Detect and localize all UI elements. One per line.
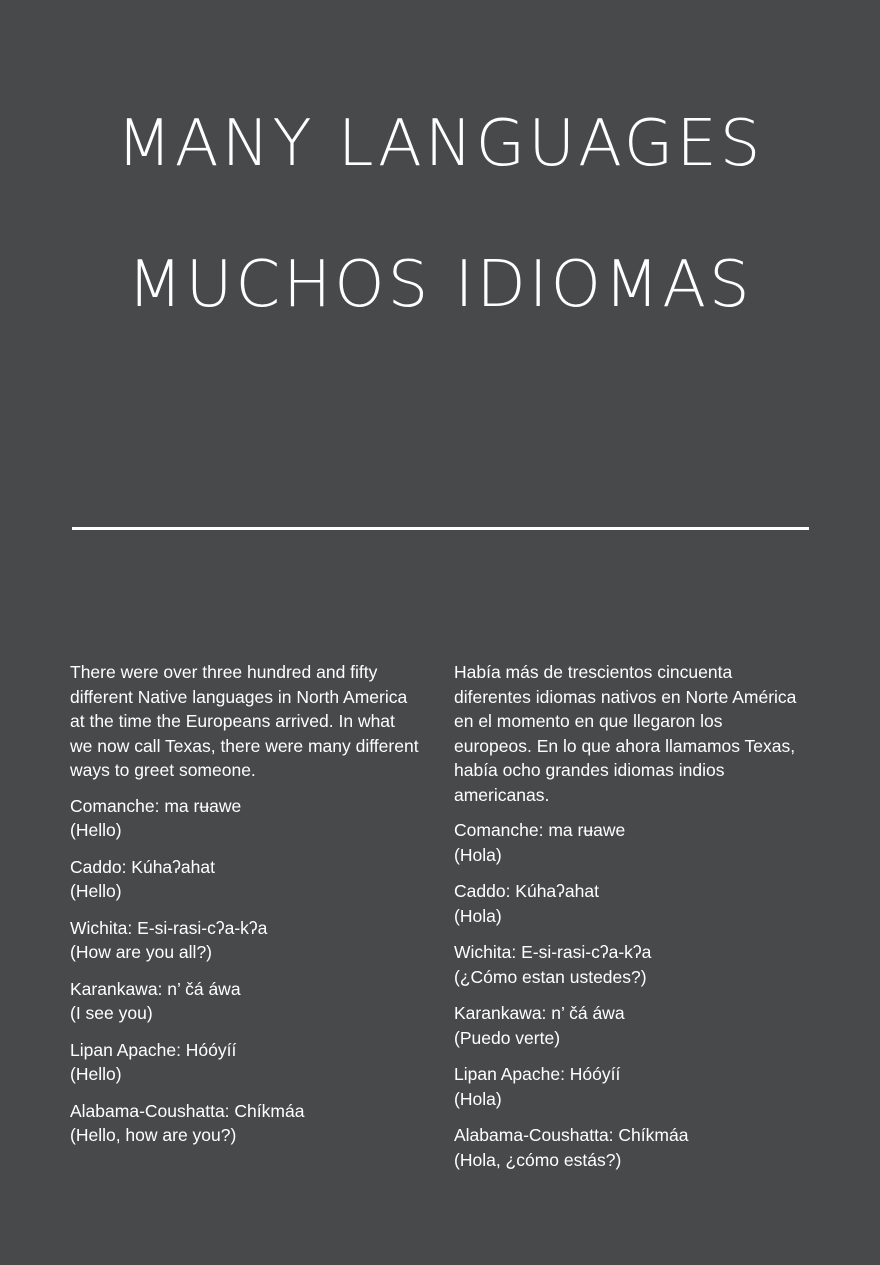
greeting-label: Lipan Apache: Hóóyíí	[454, 1064, 621, 1084]
greeting-meaning: (Hola)	[454, 844, 502, 865]
english-column	[70, 660, 420, 1160]
greeting-label: Wichita: E-si-rasi-cʔa-kʔa	[454, 942, 652, 962]
greeting-label: Caddo: Kúhaʔahat	[70, 856, 215, 877]
greeting-alabama-coushatta-es	[454, 1123, 804, 1172]
greeting-alabama-coushatta-en	[70, 1099, 420, 1148]
greeting-caddo-en	[70, 855, 420, 904]
greeting-label: Wichita: E-si-rasi-cʔa-kʔa	[70, 917, 268, 938]
greeting-lipan-apache-es	[454, 1062, 804, 1111]
greeting-label: Caddo: Kúhaʔahat	[454, 881, 599, 901]
greeting-meaning: (Hola)	[454, 905, 502, 926]
greeting-wichita-en	[70, 916, 420, 965]
greeting-label: Comanche: ma rʉawe	[454, 820, 626, 840]
greeting-meaning: (¿Cómo estan ustedes?)	[454, 966, 647, 987]
greeting-meaning: (Hello)	[70, 881, 122, 901]
greeting-label: Alabama-Coushatta: Chíkmáa	[70, 1100, 305, 1121]
greeting-meaning: (How are you all?)	[70, 942, 212, 962]
greeting-lipan-apache-en	[70, 1038, 420, 1087]
greeting-comanche-es	[454, 818, 804, 867]
greeting-label: Karankawa: n’ čá áwa	[454, 1003, 625, 1023]
greeting-comanche-en	[70, 794, 420, 843]
greeting-label: Karankawa: n’ čá áwa	[70, 978, 241, 999]
greeting-meaning: (Hola, ¿cómo estás?)	[454, 1149, 622, 1170]
divider-line	[72, 527, 809, 530]
greeting-meaning: (Hello, how are you?)	[70, 1125, 237, 1145]
greeting-meaning: (Hello)	[70, 1064, 122, 1084]
spanish-column	[454, 660, 804, 1184]
greeting-karankawa-es	[454, 1001, 804, 1050]
greeting-meaning: (Hello)	[70, 820, 122, 840]
spanish-intro: Había más de trescientos cincuenta diferentes idiomas nativos en Norte América en el momento en que llegaron los europeos. En lo que ahora llamamos Texas, había ocho grandes idiomas indios americanas.	[454, 662, 797, 805]
greeting-wichita-es	[454, 940, 804, 989]
english-intro: There were over three hundred and fifty different Native languages in North America at the time the Europeans arrived. In what we now call Texas, there were many different ways to greet someone.	[70, 662, 419, 780]
greeting-label: Comanche: ma rʉawe	[70, 795, 242, 816]
greeting-label: Lipan Apache: Hóóyíí	[70, 1039, 237, 1060]
greeting-label: Alabama-Coushatta: Chíkmáa	[454, 1125, 689, 1145]
greeting-caddo-es	[454, 879, 804, 928]
greeting-karankawa-en	[70, 977, 420, 1026]
title-english: MANY LANGUAGES	[116, 107, 764, 181]
greeting-meaning: (I see you)	[70, 1003, 153, 1023]
greeting-meaning: (Hola)	[454, 1088, 502, 1109]
greeting-meaning: (Puedo verte)	[454, 1027, 561, 1048]
title-spanish: MUCHOS IDIOMAS	[127, 248, 753, 322]
